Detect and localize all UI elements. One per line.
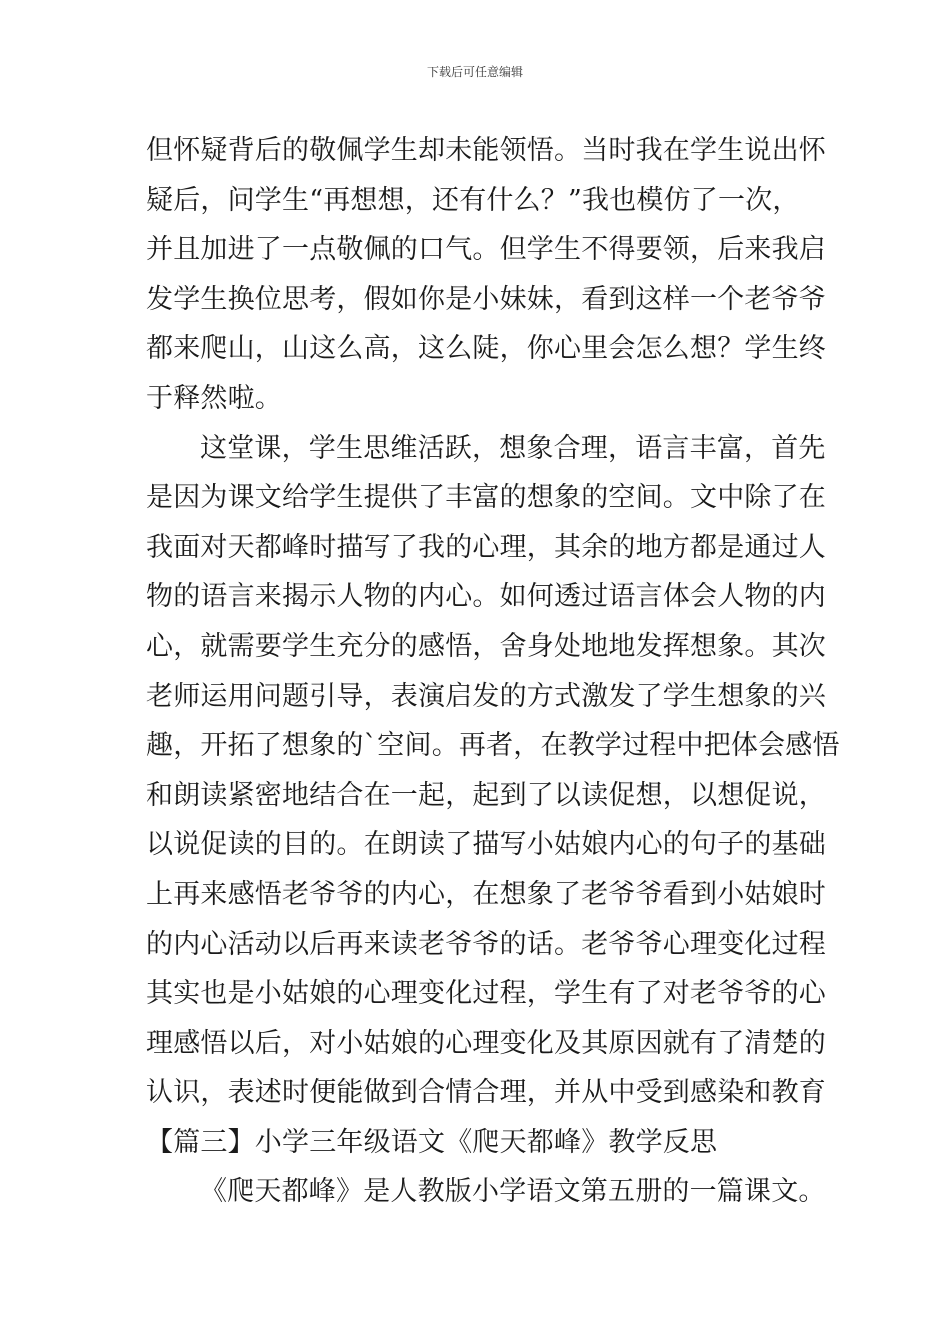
text-line: 和朗读紧密地结合在一起，起到了以读促想，以想促说， [146,779,826,811]
text-line: 心，就需要学生充分的感悟，舍身处地地发挥想象。其次 [146,630,826,662]
page-header: 下载后可任意编辑 [426,65,523,79]
text-line: 发学生换位思考，假如你是小妹妹，看到这样一个老爷爷 [146,283,826,315]
text-line: 趣，开拓了想象的`空间。再者，在教学过程中把体会感悟 [146,730,840,762]
text-line: 并且加进了一点敬佩的口气。但学生不得要领，后来我启 [146,234,826,266]
document-body [146,126,840,1217]
text-line: 是因为课文给学生提供了丰富的想象的空间。文中除了在 [146,482,826,514]
section-heading: 【篇三】小学三年级语文《爬天都峰》教学反思 [146,1126,718,1158]
text-line: 老师运用问题引导，表演启发的方式激发了学生想象的兴 [146,680,826,712]
text-line: 认识，表述时便能做到合情合理，并从中受到感染和教育 [146,1077,826,1109]
text-line: 但怀疑背后的敬佩学生却未能领悟。当时我在学生说出怀 [146,135,826,166]
text-line: 物的语言来揭示人物的内心。如何透过语言体会人物的内 [146,581,826,613]
text-line: 上再来感悟老爷爷的内心，在想象了老爷爷看到小姑娘时 [146,878,826,910]
text-line: 我面对天都峰时描写了我的心理，其余的地方都是通过人 [146,531,826,563]
paragraph-start-line: 《爬天都峰》是人教版小学语文第五册的一篇课文。 [200,1176,826,1208]
text-line: 的内心活动以后再来读老爷爷的话。老爷爷心理变化过程 [146,928,826,960]
text-line: 其实也是小姑娘的心理变化过程，学生有了对老爷爷的心 [146,978,826,1010]
text-line: 疑后，问学生“再想想，还有什么？”我也模仿了一次， [146,184,800,216]
paragraph-start-line: 这堂课，学生思维活跃，想象合理，语言丰富，首先 [200,432,826,464]
text-line: 都来爬山，山这么高，这么陡，你心里会怎么想？学生终 [146,333,826,365]
text-line: 理感悟以后，对小姑娘的心理变化及其原因就有了清楚的 [146,1027,826,1059]
text-line: 于释然啦。 [146,382,282,414]
text-line: 以说促读的目的。在朗读了描写小姑娘内心的句子的基础 [146,829,826,861]
